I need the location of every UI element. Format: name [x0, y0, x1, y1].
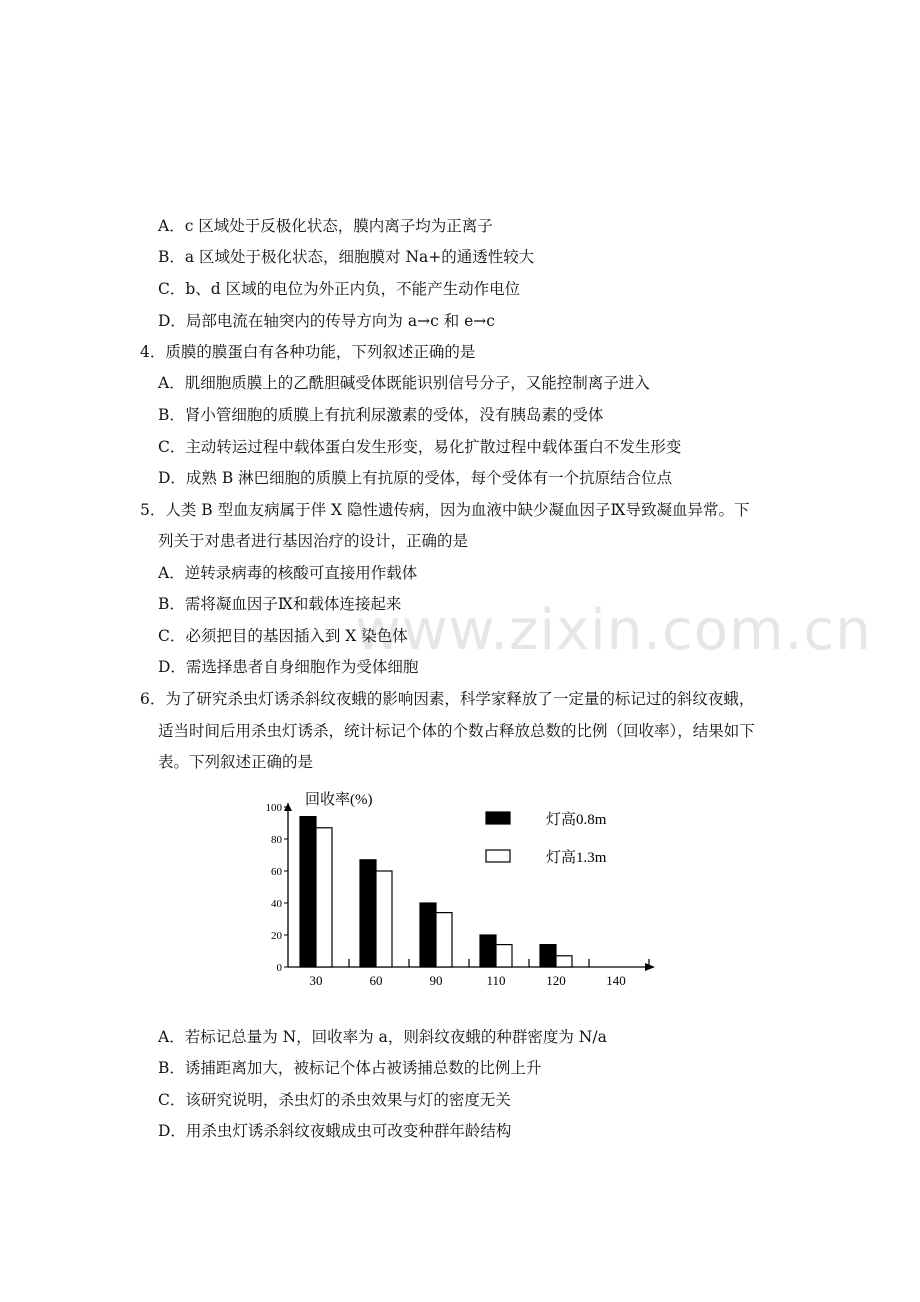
q5-option-d: D．需选择患者自身细胞作为受体细胞 [158, 658, 419, 676]
q5-option-c: C．必须把目的基因插入到 X 染色体 [158, 627, 408, 645]
bar [376, 871, 392, 967]
q4-option-c: C．主动转运过程中载体蛋白发生形变，易化扩散过程中载体蛋白不发生形变 [158, 438, 682, 456]
y-axis-label: 回收率(%) [305, 792, 373, 808]
q5-stem-line1: 5．人类 B 型血友病属于伴 X 隐性遗传病，因为血液中缺少凝血因子Ⅸ导致凝血异常。下 [140, 501, 750, 519]
bar [540, 945, 556, 967]
bar [300, 817, 316, 967]
q3-option-b: B．a 区域处于极化状态，细胞膜对 Na+的通透性较大 [158, 248, 535, 266]
legend-swatch [486, 850, 510, 862]
bar [480, 935, 496, 967]
chart-legend [486, 810, 607, 866]
watermark: www.zixin.com.cn [355, 598, 872, 663]
chart-bars [300, 817, 572, 967]
x-tick-label: 140 [606, 973, 626, 988]
bar [420, 903, 436, 967]
y-tick-label: 80 [271, 834, 282, 846]
x-tick-label: 30 [309, 973, 323, 988]
q6-stem-line2: 适当时间后用杀虫灯诱杀，统计标记个体的个数占释放总数的比例（回收率），结果如下 [158, 722, 755, 740]
x-tick-label: 60 [369, 973, 383, 988]
q3-option-c: C．b、d 区域的电位为外正内负，不能产生动作电位 [158, 280, 521, 298]
y-tick-label: 40 [271, 898, 282, 910]
legend-label: 灯高0.8m [546, 812, 607, 828]
q5-option-b: B．需将凝血因子Ⅸ和载体连接起来 [158, 595, 402, 613]
bar [436, 913, 452, 967]
recovery-rate-bar-chart [250, 780, 670, 990]
y-tick-label: 100 [265, 802, 282, 814]
q4-stem: 4．质膜的膜蛋白有各种功能，下列叙述正确的是 [140, 343, 476, 361]
q3-option-d: D．局部电流在轴突内的传导方向为 a→c 和 e→c [158, 312, 495, 330]
q6-option-d: D．用杀虫灯诱杀斜纹夜蛾成虫可改变种群年龄结构 [158, 1122, 512, 1140]
x-axis-arrow [645, 963, 655, 971]
legend-swatch [486, 812, 510, 824]
x-tick-label: 120 [546, 973, 566, 988]
q6-stem-line3: 表。下列叙述正确的是 [158, 753, 314, 771]
q6-option-a: A．若标记总量为 N，回收率为 a，则斜纹夜蛾的种群密度为 N/a [158, 1028, 607, 1046]
bar [360, 860, 376, 967]
q4-option-a: A．肌细胞质膜上的乙酰胆碱受体既能识别信号分子，又能控制离子进入 [158, 374, 650, 392]
q5-option-a: A．逆转录病毒的核酸可直接用作载体 [158, 564, 418, 582]
bar [556, 956, 572, 967]
legend-label: 灯高1.3m [546, 850, 607, 866]
y-tick-label: 0 [276, 962, 282, 974]
q4-option-b: B．肾小管细胞的质膜上有抗利尿激素的受体，没有胰岛素的受体 [158, 406, 604, 424]
q6-option-b: B．诱捕距离加大，被标记个体占被诱捕总数的比例上升 [158, 1059, 542, 1077]
chart-axes [284, 803, 655, 971]
q6-option-c: C．该研究说明，杀虫灯的杀虫效果与灯的密度无关 [158, 1091, 511, 1109]
q5-stem-line2: 列关于对患者进行基因治疗的设计，正确的是 [158, 532, 469, 550]
y-tick-label: 60 [271, 866, 282, 878]
q6-stem-line1: 6．为了研究杀虫灯诱杀斜纹夜蛾的影响因素，科学家释放了一定量的标记过的斜纹夜蛾， [140, 690, 755, 708]
q3-option-a: A．c 区域处于反极化状态，膜内离子均为正离子 [158, 217, 493, 235]
bar [316, 828, 332, 967]
q4-option-d: D．成熟 B 淋巴细胞的质膜上有抗原的受体，每个受体有一个抗原结合位点 [158, 469, 673, 487]
y-tick-label: 20 [271, 930, 282, 942]
x-tick-label: 110 [486, 973, 506, 988]
bar [496, 945, 512, 967]
x-tick-label: 90 [429, 973, 443, 988]
